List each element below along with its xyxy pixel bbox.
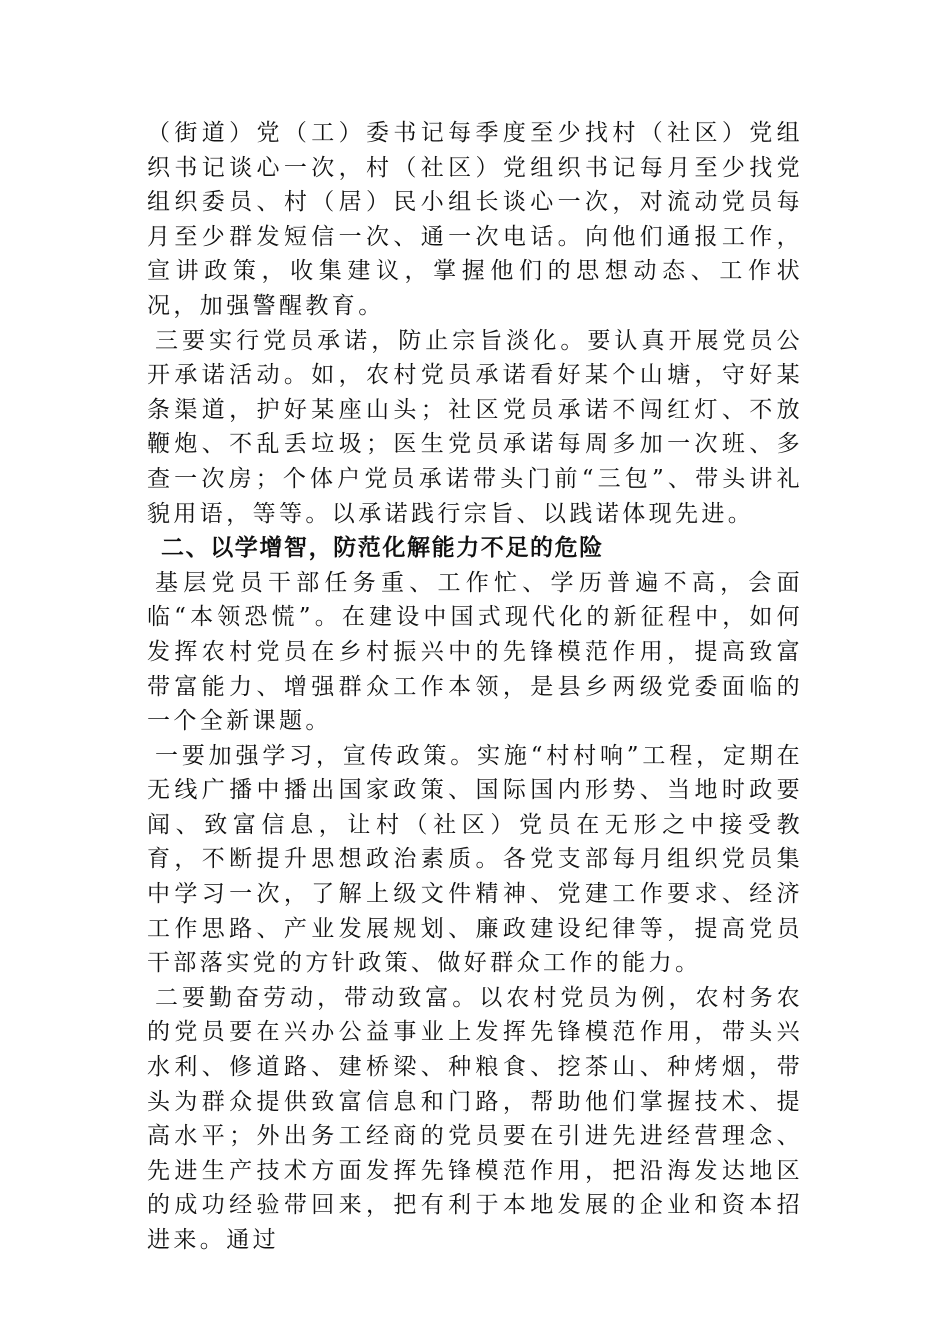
document-page [147,116,803,1258]
section-heading: 二、以学增智，防范化解能力不足的危险 [161,535,604,562]
paragraph-4: 一要加强学习，宣传政策。实施“村村响”工程，定期在无线广播中播出国家政策、国际国内形势、当地时政要闻、致富信息，让村（社区）党员在无形之中接受教育，不断提升思想政治素质。各党支部每月组织党员集中学习一次，了解上级文件精神、党建工作要求、经济工作思路、产业发展规划、廉政建设纪律等，提高党员干部落实党的方针政策、做好群众工作的能力。 [147,742,803,977]
paragraph-3: 基层党员干部任务重、工作忙、学历普遍不高，会面临“本领恐慌”。在建设中国式现代化的新征程中，如何发挥农村党员在乡村振兴中的先锋模范作用，提高致富带富能力、增强群众工作本领，是县乡两级党委面临的一个全新课题。 [147,569,803,735]
paragraph-2: 三要实行党员承诺，防止宗旨淡化。要认真开展党员公开承诺活动。如，农村党员承诺看好某个山塘，守好某条渠道，护好某座山头；社区党员承诺不闯红灯、不放鞭炮、不乱丢垃圾；医生党员承诺每周多加一次班、多查一次房；个体户党员承诺带头门前“三包”、带头讲礼貌用语，等等。以承诺践行宗旨、以践诺体现先进。 [147,327,803,527]
paragraph-1: （街道）党（工）委书记每季度至少找村（社区）党组织书记谈心一次，村（社区）党组织书记每月至少找党组织委员、村（居）民小组长谈心一次，对流动党员每月至少群发短信一次、通一次电话。向他们通报工作，宣讲政策，收集建议，掌握他们的思想动态、工作状况，加强警醒教育。 [147,120,803,319]
paragraph-5: 二要勤奋劳动，带动致富。以农村党员为例，农村务农的党员要在兴办公益事业上发挥先锋模范作用，带头兴水利、修道路、建桥梁、种粮食、挖茶山、种烤烟，带头为群众提供致富信息和门路，帮助他们掌握技术、提高水平；外出务工经商的党员要在引进先进经营理念、先进生产技术方面发挥先锋模范作用，把沿海发达地区的成功经验带回来，把有利于本地发展的企业和资本招进来。通过 [147,984,803,1253]
